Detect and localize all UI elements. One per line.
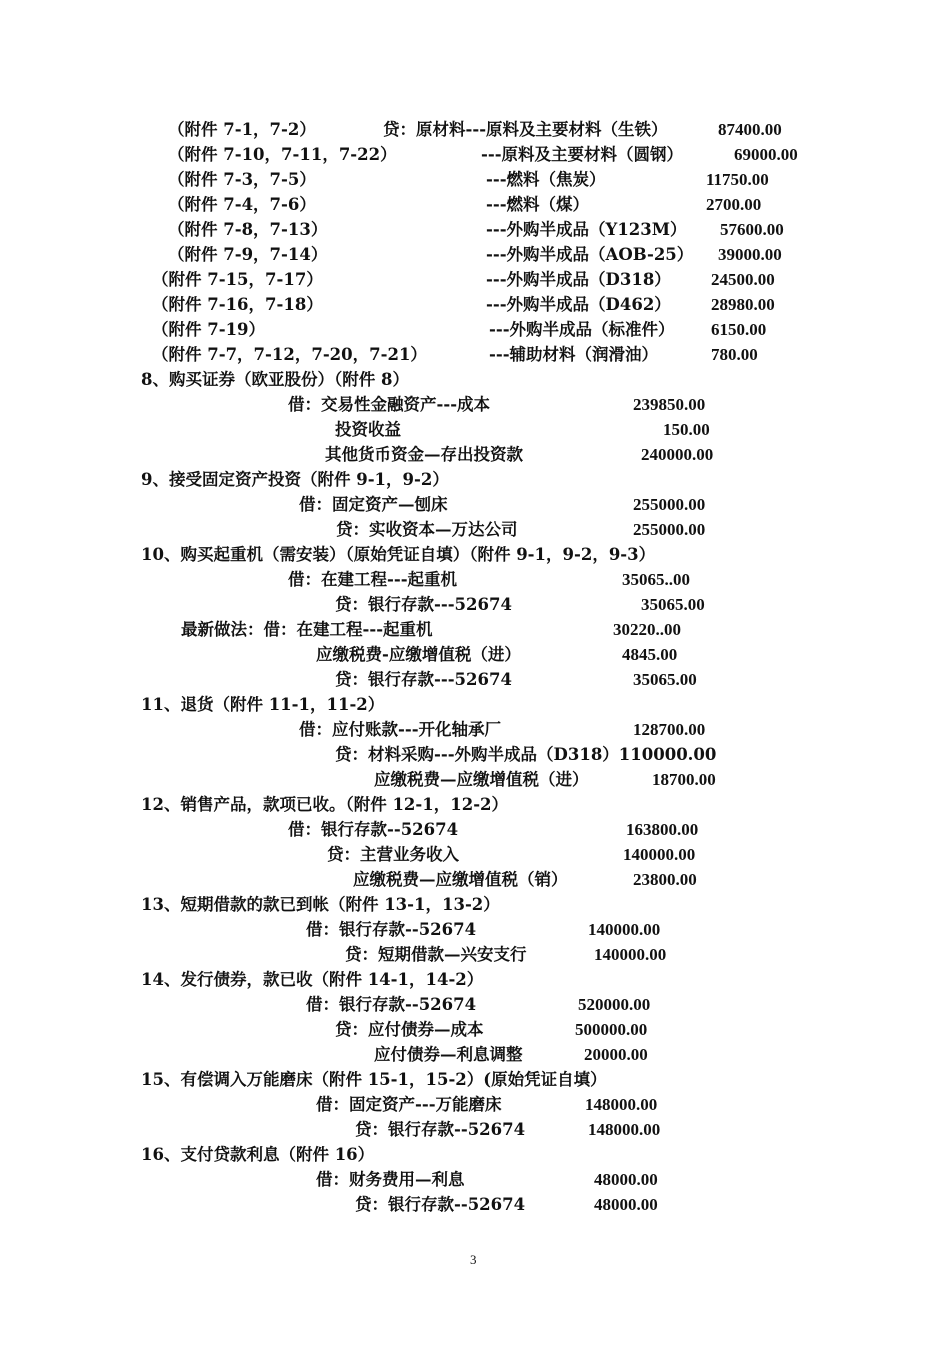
account-line: 应缴税费—应缴增值税（销） — [353, 870, 568, 889]
credit-entry: 贷：银行存款--52674 — [355, 1195, 526, 1214]
amount: 39000.00 — [718, 245, 782, 264]
attachment-ref: （附件 7-4，7-6） — [168, 195, 316, 214]
amount: 240000.00 — [641, 445, 714, 464]
section-heading: 8、购买证券（欧亚股份）（附件 8） — [141, 370, 409, 389]
credit-entry: 贷：材料采购---外购半成品（D318）110000.00 — [335, 745, 717, 764]
amount: 150.00 — [663, 420, 710, 439]
amount: 87400.00 — [718, 120, 782, 139]
attachment-ref: （附件 7-7，7-12，7-20，7-21） — [152, 345, 427, 364]
account-line: 应缴税费-应缴增值税（进） — [316, 645, 521, 664]
sub-account: ---外购半成品（标准件） — [489, 320, 675, 339]
attachment-ref: （附件 7-10，7-11，7-22） — [168, 145, 397, 164]
amount: 255000.00 — [633, 495, 706, 514]
credit-entry: 贷：应付债券—成本 — [335, 1020, 484, 1039]
amount: 140000.00 — [594, 945, 667, 964]
amount: 48000.00 — [594, 1195, 658, 1214]
amount: 30220..00 — [613, 620, 681, 639]
credit-entry: 贷：短期借款—兴安支行 — [345, 945, 527, 964]
attachment-ref: （附件 7-8，7-13） — [168, 220, 328, 239]
amount: 24500.00 — [711, 270, 775, 289]
amount: 520000.00 — [578, 995, 651, 1014]
debit-entry: 借：银行存款--52674 — [288, 820, 459, 839]
amount: 780.00 — [711, 345, 758, 364]
amount: 2700.00 — [706, 195, 762, 214]
amount: 20000.00 — [584, 1045, 648, 1064]
section-heading: 16、支付贷款利息（附件 16） — [141, 1145, 375, 1164]
account-line: 应缴税费—应缴增值税（进） — [374, 770, 589, 789]
section-heading: 13、短期借款的款已到帐（附件 13-1，13-2） — [141, 895, 500, 914]
credit-entry: 贷：银行存款---52674 — [335, 595, 512, 614]
debit-entry: 借：固定资产—刨床 — [299, 495, 448, 514]
amount: 69000.00 — [734, 145, 798, 164]
amount: 163800.00 — [626, 820, 699, 839]
sub-account: ---燃料（煤） — [486, 195, 590, 214]
attachment-ref: （附件 7-15，7-17） — [152, 270, 323, 289]
debit-entry: 借：应付账款---开化轴承厂 — [299, 720, 502, 739]
section-heading: 14、发行债券，款已收（附件 14-1，14-2） — [141, 970, 484, 989]
amount: 6150.00 — [711, 320, 767, 339]
sub-account: ---外购半成品（D462） — [486, 295, 671, 314]
amount: 57600.00 — [720, 220, 784, 239]
amount: 35065..00 — [622, 570, 690, 589]
sub-account: ---外购半成品（Y123M） — [486, 220, 687, 239]
section-heading: 12、销售产品，款项已收。（附件 12-1，12-2） — [141, 795, 509, 814]
attachment-ref: （附件 7-1，7-2） — [168, 120, 316, 139]
amount: 35065.00 — [633, 670, 697, 689]
debit-entry: 借：在建工程---起重机 — [288, 570, 458, 589]
amount: 140000.00 — [588, 920, 661, 939]
debit-entry: 最新做法：借：在建工程---起重机 — [181, 620, 433, 639]
page-number: 3 — [470, 1252, 477, 1267]
sub-account: ---原料及主要材料（圆钢） — [481, 145, 684, 164]
amount: 500000.00 — [575, 1020, 648, 1039]
credit-entry: 贷：主营业务收入 — [327, 845, 459, 864]
account-line: 其他货币资金—存出投资款 — [325, 445, 523, 464]
credit-entry: 贷：原材料---原料及主要材料（生铁） — [383, 120, 668, 139]
section-heading: 11、退货（附件 11-1，11-2） — [141, 695, 385, 714]
amount: 128700.00 — [633, 720, 706, 739]
attachment-ref: （附件 7-19） — [152, 320, 266, 339]
section-heading: 9、接受固定资产投资（附件 9-1，9-2） — [141, 470, 449, 489]
amount: 4845.00 — [622, 645, 678, 664]
amount: 35065.00 — [641, 595, 705, 614]
sub-account: ---辅助材料（润滑油） — [489, 345, 659, 364]
debit-entry: 借：银行存款--52674 — [306, 995, 477, 1014]
amount: 28980.00 — [711, 295, 775, 314]
account-line: 应付债券—利息调整 — [374, 1045, 523, 1064]
amount: 48000.00 — [594, 1170, 658, 1189]
amount: 140000.00 — [623, 845, 696, 864]
debit-entry: 借：财务费用—利息 — [316, 1170, 465, 1189]
attachment-ref: （附件 7-3，7-5） — [168, 170, 316, 189]
credit-entry: 贷：银行存款---52674 — [335, 670, 512, 689]
sub-account: ---燃料（焦炭） — [486, 170, 606, 189]
debit-entry: 借：固定资产---万能磨床 — [316, 1095, 502, 1114]
amount: 18700.00 — [652, 770, 716, 789]
amount: 148000.00 — [585, 1095, 658, 1114]
debit-entry: 借：银行存款--52674 — [306, 920, 477, 939]
amount: 148000.00 — [588, 1120, 661, 1139]
credit-entry: 贷：实收资本—万达公司 — [336, 520, 518, 539]
section-heading: 10、购买起重机（需安装）（原始凭证自填）（附件 9-1，9-2，9-3） — [141, 545, 656, 564]
amount: 239850.00 — [633, 395, 706, 414]
debit-entry: 借：交易性金融资产---成本 — [288, 395, 491, 414]
sub-account: ---外购半成品（D318） — [486, 270, 671, 289]
section-heading: 15、有偿调入万能磨床（附件 15-1，15-2）(原始凭证自填） — [141, 1070, 607, 1089]
attachment-ref: （附件 7-16，7-18） — [152, 295, 323, 314]
account-line: 投资收益 — [335, 420, 401, 439]
amount: 23800.00 — [633, 870, 697, 889]
attachment-ref: （附件 7-9，7-14） — [168, 245, 328, 264]
credit-entry: 贷：银行存款--52674 — [355, 1120, 526, 1139]
amount: 255000.00 — [633, 520, 706, 539]
sub-account: ---外购半成品（AOB-25） — [486, 245, 694, 264]
amount: 11750.00 — [706, 170, 769, 189]
